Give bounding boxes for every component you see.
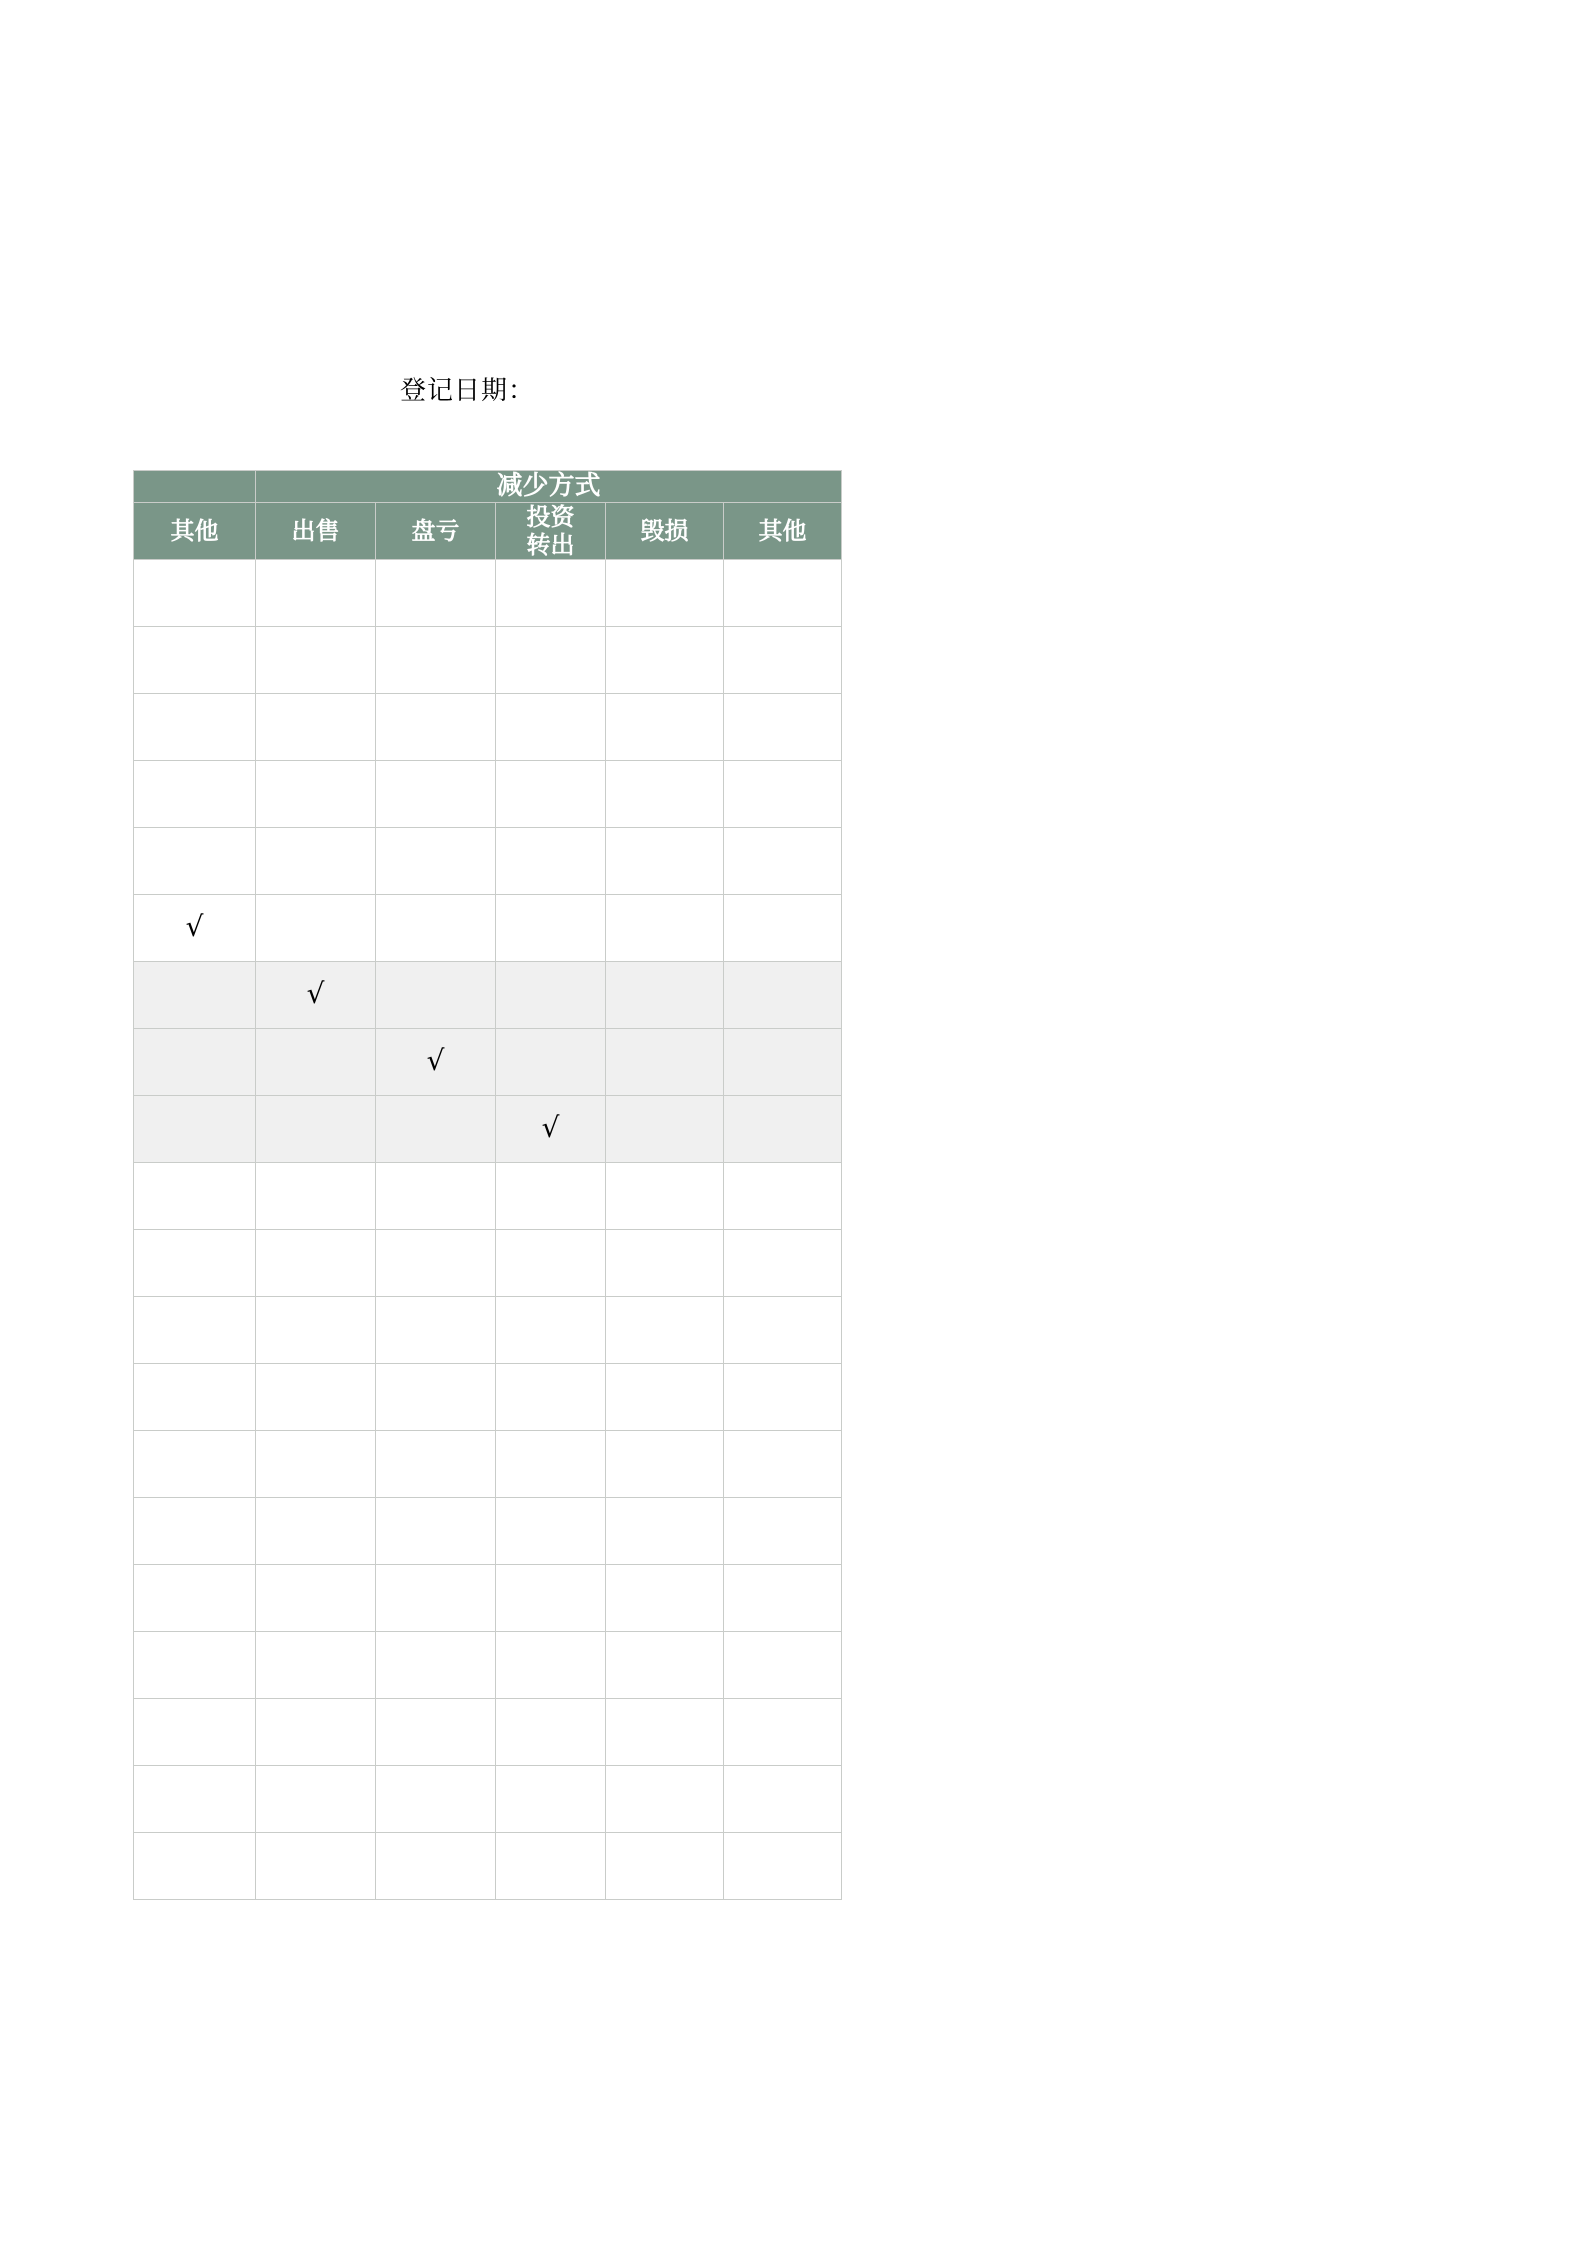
table-cell[interactable] [496, 828, 606, 895]
column-header-investment-transfer-out [496, 502, 606, 560]
table-cell[interactable] [496, 1632, 606, 1699]
table-cell[interactable] [134, 1833, 256, 1900]
table-cell[interactable] [606, 560, 724, 627]
table-cell[interactable] [724, 1096, 842, 1163]
table-cell[interactable] [496, 627, 606, 694]
table-cell[interactable] [376, 1364, 496, 1431]
table-header [134, 471, 842, 560]
table-cell[interactable] [376, 895, 496, 962]
table-cell[interactable] [376, 1230, 496, 1297]
table-cell[interactable] [496, 761, 606, 828]
table-cell[interactable] [606, 895, 724, 962]
check-mark-icon: √ [185, 910, 204, 944]
table-cell[interactable] [724, 895, 842, 962]
table-cell[interactable] [724, 828, 842, 895]
header-group-decrease-method: 减少方式 [256, 471, 842, 503]
table-cell[interactable] [496, 1230, 606, 1297]
table-cell[interactable] [256, 1431, 376, 1498]
table-cell[interactable] [606, 962, 724, 1029]
table-cell[interactable] [256, 828, 376, 895]
table-cell[interactable] [376, 1699, 496, 1766]
table-cell[interactable] [724, 627, 842, 694]
table-cell[interactable] [606, 1230, 724, 1297]
table-cell[interactable] [724, 962, 842, 1029]
table-cell[interactable] [376, 1833, 496, 1900]
table-cell[interactable] [606, 694, 724, 761]
table-cell[interactable] [496, 962, 606, 1029]
table-cell[interactable] [376, 962, 496, 1029]
table-cell[interactable] [724, 761, 842, 828]
table-cell[interactable] [606, 1699, 724, 1766]
table-cell[interactable] [376, 1297, 496, 1364]
table-cell[interactable] [134, 627, 256, 694]
table-cell[interactable] [724, 1431, 842, 1498]
check-mark-icon: √ [541, 1111, 560, 1145]
table-cell[interactable] [256, 962, 376, 1029]
table-row [134, 1230, 842, 1297]
table-cell[interactable] [606, 1029, 724, 1096]
table-cell[interactable] [256, 1766, 376, 1833]
table-cell[interactable] [376, 1565, 496, 1632]
table-cell[interactable] [134, 1431, 256, 1498]
asset-decrease-table [133, 470, 842, 1900]
table-cell[interactable] [256, 1029, 376, 1096]
table-cell[interactable] [376, 627, 496, 694]
table-cell[interactable] [496, 1766, 606, 1833]
table-cell[interactable] [724, 1833, 842, 1900]
table-cell[interactable] [376, 1029, 496, 1096]
column-header-text: 其他 [170, 516, 219, 545]
table-cell[interactable] [134, 761, 256, 828]
column-header-other-right [724, 502, 842, 560]
table-cell[interactable] [606, 1833, 724, 1900]
column-header-text-line2: 转出 [526, 530, 575, 559]
table-row [134, 1096, 842, 1163]
table-cell[interactable] [496, 1297, 606, 1364]
table-row [134, 560, 842, 627]
table-cell[interactable] [256, 761, 376, 828]
table-cell[interactable] [256, 1297, 376, 1364]
table-cell[interactable] [606, 1766, 724, 1833]
registration-date-label: 登记日期： [400, 376, 536, 406]
table-cell[interactable] [724, 1163, 842, 1230]
table-cell[interactable] [256, 560, 376, 627]
check-mark-icon: √ [426, 1044, 445, 1078]
check-mark-icon: √ [306, 977, 325, 1011]
table-cell[interactable] [256, 1565, 376, 1632]
table-row [134, 627, 842, 694]
table-cell[interactable] [724, 1498, 842, 1565]
table-cell[interactable] [606, 1364, 724, 1431]
table-body [134, 560, 842, 1900]
table-row [134, 1632, 842, 1699]
table-cell[interactable] [134, 962, 256, 1029]
table-cell[interactable] [376, 1632, 496, 1699]
table-cell[interactable] [724, 1699, 842, 1766]
table-cell[interactable] [496, 1431, 606, 1498]
table-cell[interactable] [376, 761, 496, 828]
table-cell[interactable] [606, 1163, 724, 1230]
table-row [134, 1297, 842, 1364]
table-cell[interactable] [496, 1364, 606, 1431]
column-header-damage [606, 502, 724, 560]
table-cell[interactable] [134, 1565, 256, 1632]
table-cell[interactable] [496, 1565, 606, 1632]
table-cell[interactable] [496, 694, 606, 761]
table-cell[interactable] [496, 1096, 606, 1163]
table-row [134, 1699, 842, 1766]
table-row [134, 1498, 842, 1565]
table-row [134, 1431, 842, 1498]
column-header-text: 其他 [758, 516, 807, 545]
column-header-text: 盘亏 [411, 516, 460, 545]
table-cell[interactable] [256, 1230, 376, 1297]
column-header-other-left [134, 502, 256, 560]
table-row [134, 761, 842, 828]
table-cell[interactable] [724, 1364, 842, 1431]
table-cell[interactable] [376, 1766, 496, 1833]
table-cell[interactable] [376, 1431, 496, 1498]
table-cell[interactable] [134, 1163, 256, 1230]
table-cell[interactable] [606, 1096, 724, 1163]
table-cell[interactable] [606, 1632, 724, 1699]
table-row [134, 1766, 842, 1833]
table-header-group-row [134, 471, 842, 503]
table-row [134, 694, 842, 761]
table-cell[interactable] [376, 828, 496, 895]
table-header-columns-row [134, 502, 842, 560]
table-cell[interactable] [724, 1029, 842, 1096]
table-cell[interactable] [724, 1230, 842, 1297]
table-row [134, 828, 842, 895]
table-cell[interactable] [134, 1029, 256, 1096]
header-blank-cell [134, 471, 256, 503]
table-cell[interactable] [496, 1163, 606, 1230]
table-cell[interactable] [724, 1565, 842, 1632]
table-cell[interactable] [256, 1498, 376, 1565]
table-cell[interactable] [134, 694, 256, 761]
table-cell[interactable] [256, 1364, 376, 1431]
table-cell[interactable] [496, 895, 606, 962]
table-cell[interactable] [496, 1833, 606, 1900]
table-cell[interactable] [496, 1699, 606, 1766]
table-cell[interactable] [496, 1498, 606, 1565]
table-cell[interactable] [606, 1498, 724, 1565]
table-cell[interactable] [606, 627, 724, 694]
table-row [134, 962, 842, 1029]
table-cell[interactable] [496, 1029, 606, 1096]
table-cell[interactable] [256, 1632, 376, 1699]
table-row [134, 1833, 842, 1900]
table-cell[interactable] [134, 1699, 256, 1766]
table-cell[interactable] [376, 1163, 496, 1230]
table-row [134, 1565, 842, 1632]
table-row [134, 895, 842, 962]
table-cell[interactable] [134, 1498, 256, 1565]
table-cell[interactable] [606, 761, 724, 828]
table-cell[interactable] [134, 1096, 256, 1163]
table-cell[interactable] [134, 828, 256, 895]
table-cell[interactable] [134, 560, 256, 627]
table-cell[interactable] [376, 694, 496, 761]
table-cell[interactable] [724, 1766, 842, 1833]
table-cell[interactable] [256, 627, 376, 694]
table-cell[interactable] [256, 895, 376, 962]
table-cell[interactable] [376, 1498, 496, 1565]
column-header-text: 毁损 [640, 516, 689, 545]
table-cell[interactable] [724, 1297, 842, 1364]
column-header-text-line1: 投资 [526, 502, 575, 531]
table-cell[interactable] [256, 1096, 376, 1163]
table-cell[interactable] [724, 694, 842, 761]
table-cell[interactable] [606, 828, 724, 895]
table-cell[interactable] [496, 560, 606, 627]
table-cell[interactable] [134, 1297, 256, 1364]
table-cell[interactable] [134, 1632, 256, 1699]
column-header-inventory-loss [376, 502, 496, 560]
table-cell[interactable] [256, 1833, 376, 1900]
table-row [134, 1029, 842, 1096]
table-cell[interactable] [376, 1096, 496, 1163]
table-cell[interactable] [134, 895, 256, 962]
table-cell[interactable] [724, 560, 842, 627]
table-cell[interactable] [134, 1230, 256, 1297]
column-header-sale [256, 502, 376, 560]
table-cell[interactable] [606, 1431, 724, 1498]
table-row [134, 1163, 842, 1230]
table-cell[interactable] [376, 560, 496, 627]
table-cell[interactable] [256, 1163, 376, 1230]
table-cell[interactable] [724, 1632, 842, 1699]
table-cell[interactable] [256, 1699, 376, 1766]
table-cell[interactable] [256, 694, 376, 761]
table-cell[interactable] [134, 1766, 256, 1833]
table-cell[interactable] [606, 1565, 724, 1632]
table-row [134, 1364, 842, 1431]
column-header-text: 出售 [291, 516, 340, 545]
table-cell[interactable] [606, 1297, 724, 1364]
table-cell[interactable] [134, 1364, 256, 1431]
